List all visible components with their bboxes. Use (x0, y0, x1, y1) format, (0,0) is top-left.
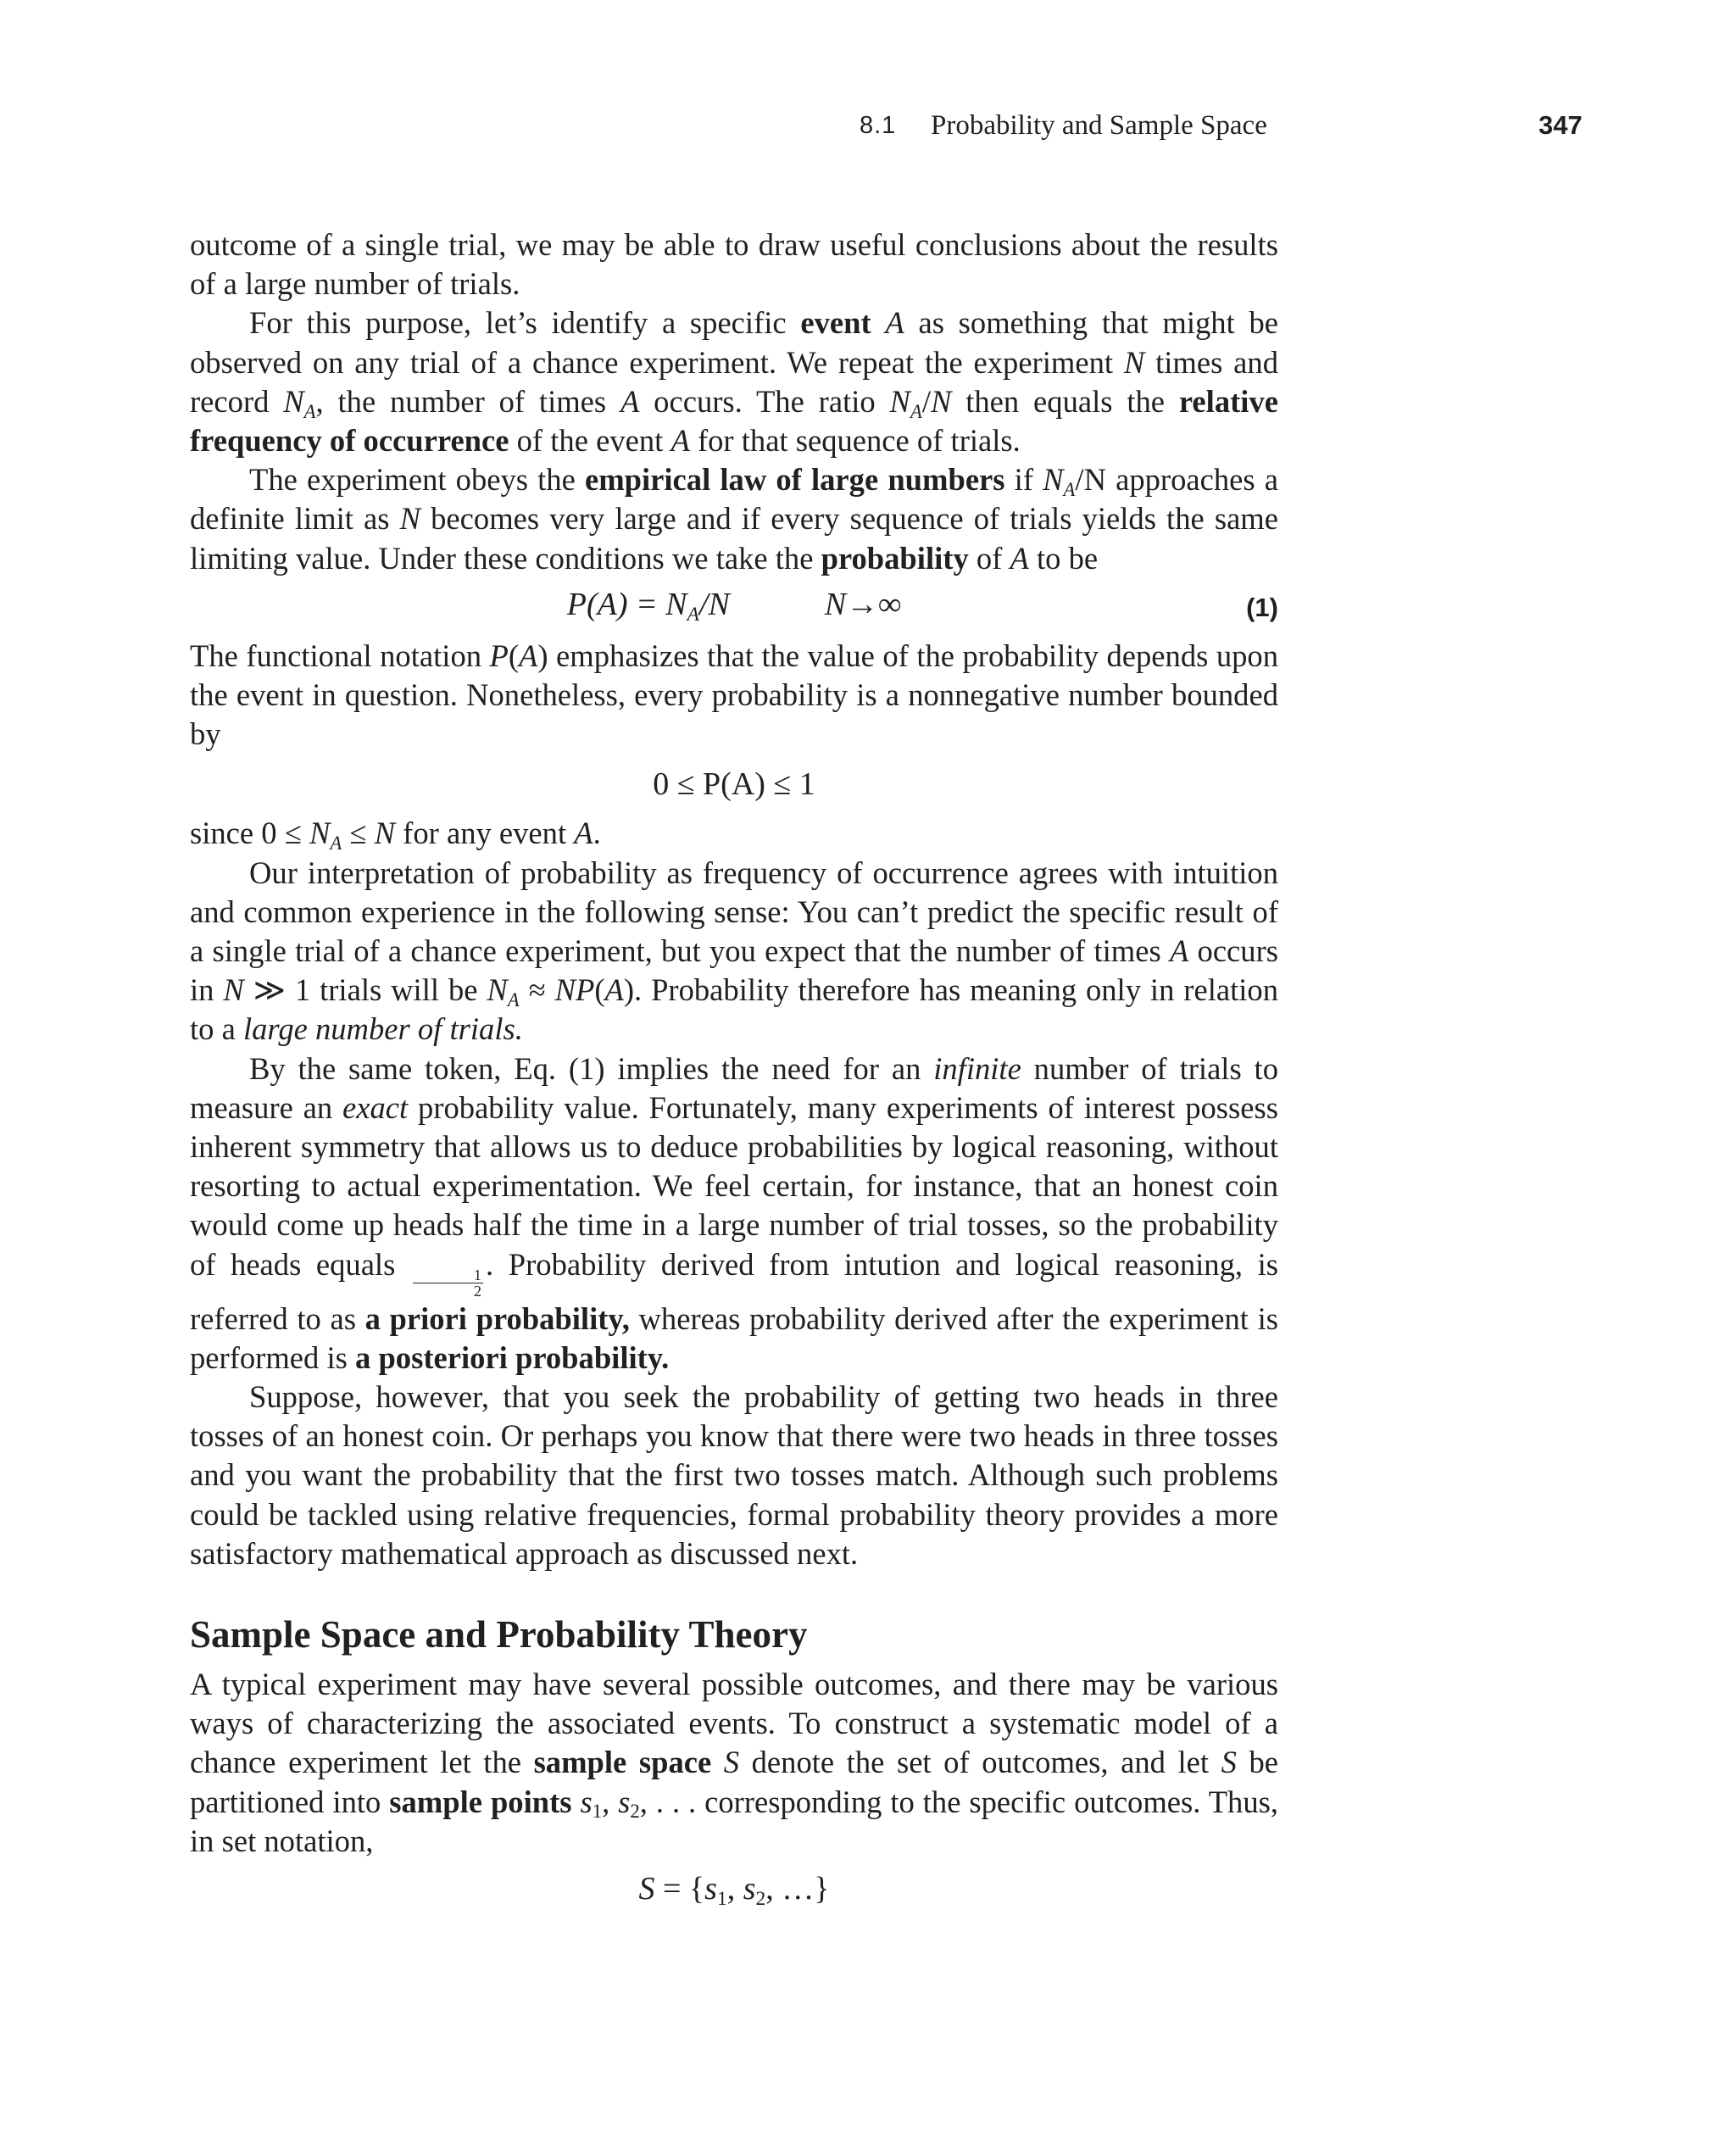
paragraph-2: For this purpose, let’s identify a specific event A as something that might be observed on any trial of a chance experiment. We repeat the experiment N times and record $N_A$, the number of times A occurs. The ratio $N_A/N$ then equals the relative frequency of occurrence of the event A for that sequence of trials. (190, 305, 1278, 459)
page-number: 347 (1538, 110, 1583, 140)
paragraph-6: Our interpretation of probability as frequency of occurrence agrees with intuition and common experience in the following sense: You can’t predict the specific result of a single trial of a chance experiment, but you expect that the number of times A occurs in N ≫ 1 trials will be $N_A \approx NP(A)$. Probability therefore has meaning only in relation to a large number of trials. (190, 855, 1278, 1047)
section-title: Probability and Sample Space (931, 110, 1267, 141)
paragraph-3: The experiment obeys the empirical law of large numbers if $N_A/N$ approaches a definite limit as N becomes very large and if every sequence of trials yields the same limiting value. Under these conditions we take the probability of A to be (190, 462, 1278, 576)
equation-1: $P(A) = N_A/N$ N→∞ (1) (190, 578, 1278, 637)
paragraph-4: The functional notation P(A) emphasizes that the value of the probability depends upon the event in question. Nonetheless, every probability is a nonnegative number bounded by (190, 637, 1278, 752)
equation-number: (1) (1246, 592, 1278, 622)
paragraph-9: A typical experiment may have several possible outcomes, and there may be various ways of characterizing the associated events. To construct a systematic model of a chance experiment let the sample space S denote the set of outcomes, and let S be partitioned into sample points $s_1$, $s_2$, . . . corresponding to the specific outcomes. Thus, in set notation, (190, 1667, 1278, 1858)
section-heading: Sample Space and Probability Theory (190, 1613, 808, 1656)
equation-2: 0 ≤ P(A) ≤ 1 (653, 766, 815, 803)
section-number: 8.1 (860, 112, 897, 139)
body-text (190, 225, 1278, 1919)
paragraph-5: since $0 \le N_A \le N$ for any event A. (190, 816, 601, 855)
paragraph-7: By the same token, Eq. (1) implies the need for an infinite number of trials to measure an exact probability value. Fortunately, many experiments of interest possess inherent symmetry that allows us to deduce probabilities by logical reasoning, without resorting to actual experimentation. We feel certain, for instance, that an honest coin would come up heads half the time in a large number of trial tosses, so the probability of heads equals $\frac{1}{2}$ . Probability derived from intution and logical reasoning, is referred to as a priori probability, whereas probability derived after the experiment is performed is a posteriori probability. (190, 1050, 1278, 1375)
fraction-one-half: $\frac{1}{2}$ (413, 1267, 483, 1300)
paragraph-8: Suppose, however, that you seek the probability of getting two heads in three tosses of an honest coin. Or perhaps you know that there were two heads in three tosses and you want the probability that the first two tosses match. Although such problems could be tackled using relative frequencies, formal probability theory provides a more satisfactory mathematical approach as discussed next. (190, 1379, 1278, 1571)
paragraph-1: outcome of a single trial, we may be able to draw useful conclusions about the results of a large number of trials. (190, 227, 1278, 302)
equation-3: $S = \{s_1$, $s_2$, …} (638, 1871, 830, 1911)
